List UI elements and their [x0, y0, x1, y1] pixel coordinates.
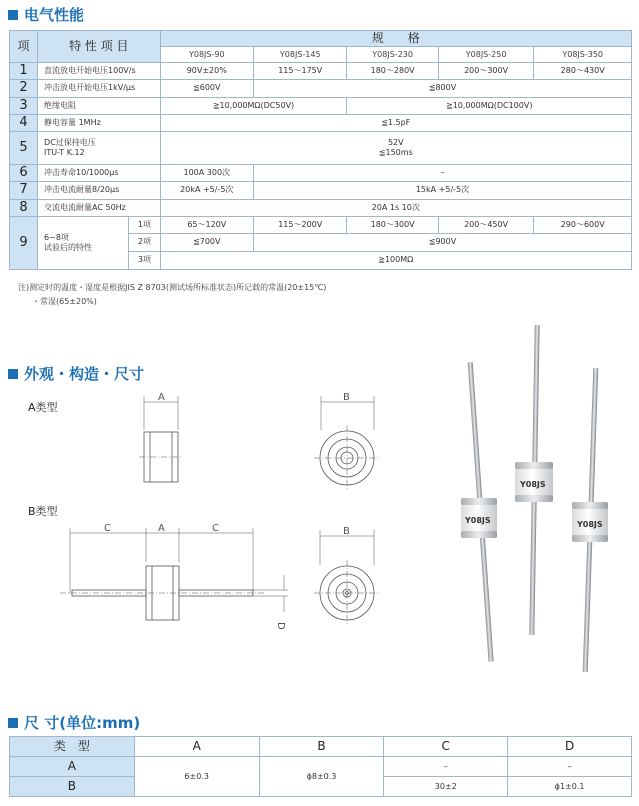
cell-value: 20kA +5/-5次: [160, 182, 253, 199]
table-row: [10, 97, 632, 114]
cell-value: 280～430V: [534, 63, 632, 80]
model-header: Y08JS-350: [534, 47, 632, 63]
cell-value: 20A 1s 10次: [160, 199, 631, 216]
table-row: [10, 216, 632, 233]
section-marker-icon: [8, 10, 18, 20]
col-spec-header: 规 格: [160, 31, 631, 47]
dim-header: B: [259, 737, 384, 757]
cell-value: ≦800V: [254, 80, 632, 97]
row-item: 直流放电开始电压100V/s: [38, 63, 161, 80]
row-item-line: 6~8项: [44, 232, 69, 242]
cell-value: 115～175V: [254, 63, 347, 80]
row-item-line: ITU-T K.12: [44, 148, 85, 157]
row-number: 9: [10, 216, 38, 269]
row-number: 1: [10, 63, 38, 80]
product-marking: Y08JS: [577, 520, 603, 529]
row-number: 2: [10, 80, 38, 97]
dim-row-label: A: [10, 757, 135, 777]
section-title-dimensions: [8, 712, 140, 733]
dimension-table: [9, 736, 632, 797]
cell-value: ϕ1±0.1: [508, 777, 632, 797]
cell-value: 6±0.3: [134, 757, 259, 797]
row-number: 5: [10, 132, 38, 165]
cell-value: 180～300V: [347, 216, 438, 233]
cell-value: –: [384, 757, 508, 777]
type-b-label: B类型: [28, 505, 58, 518]
table-row: [10, 199, 632, 216]
dim-label-a: A: [158, 392, 165, 403]
cell-value: ≧10,000MΩ(DC50V): [160, 97, 347, 114]
cell-value: 15kA +5/-5次: [254, 182, 632, 199]
cell-value: 180～280V: [347, 63, 438, 80]
section-title-electrical: [8, 4, 84, 25]
note-line-2: ・常湿(65±20%): [32, 297, 97, 306]
component-middle: [515, 325, 553, 635]
row-item: 交流电流耐量AC 50Hz: [38, 199, 161, 216]
dim-label-b: B: [343, 392, 350, 403]
cell-value: ϕ8±0.3: [259, 757, 384, 797]
section-marker-icon: [8, 369, 18, 379]
table-row: [10, 757, 632, 777]
cell-value: 200～300V: [438, 63, 534, 80]
component-right: [572, 368, 608, 672]
cell-value: 90V±20%: [160, 63, 253, 80]
table-row: [10, 80, 632, 97]
model-header: Y08JS-90: [160, 47, 253, 63]
cell-value: –: [508, 757, 632, 777]
cell-value: ≦600V: [160, 80, 253, 97]
section-marker-icon: [8, 718, 18, 728]
table-row: [10, 165, 632, 182]
model-header: Y08JS-230: [347, 47, 438, 63]
cell-value: 100A 300次: [160, 165, 253, 182]
type-a-front-view: [314, 396, 380, 491]
table-row: [10, 182, 632, 199]
technical-drawings: [0, 380, 420, 680]
dim-label-c: C: [212, 523, 219, 534]
type-a-label: A类型: [28, 401, 58, 414]
row-item: [38, 216, 129, 269]
cell-line: ≦150ms: [378, 148, 413, 157]
sub-item-label: 1项: [129, 216, 160, 233]
cell-value: 115～200V: [254, 216, 347, 233]
model-header: Y08JS-250: [438, 47, 534, 63]
sub-item-label: 3项: [129, 251, 160, 269]
row-number: 4: [10, 114, 38, 131]
col-item-header: 特 性 项 目: [38, 31, 161, 63]
model-header: Y08JS-145: [254, 47, 347, 63]
dim-header: A: [134, 737, 259, 757]
cell-line: 52V: [387, 138, 404, 147]
cell-value: ≦700V: [160, 233, 253, 251]
row-item-line: 试验后的特性: [44, 242, 93, 252]
row-item-line: DC过保持电压: [44, 138, 96, 147]
row-item: 冲击电流耐量8/20μs: [38, 182, 161, 199]
row-number: 7: [10, 182, 38, 199]
type-b-front-view: [314, 530, 380, 626]
table-row: [10, 114, 632, 131]
dim-label-a: A: [158, 523, 165, 534]
cell-value: 290～600V: [534, 216, 632, 233]
note-line-1: 注)测定时的温度・湿度是根据JIS Z 8703(测试场所标准状态)所记载的常温(20±15℃): [18, 283, 327, 292]
cell-value: ≦900V: [254, 233, 632, 251]
section-title-text: 尺 寸(单位:mm): [24, 714, 141, 732]
cell-value: 30±2: [384, 777, 508, 797]
dim-header: C: [384, 737, 508, 757]
cell-value: ≧100MΩ: [160, 251, 631, 269]
table-row: [10, 132, 632, 165]
section-title-text: 电气性能: [24, 6, 85, 24]
component-left: [461, 362, 497, 662]
dim-label-d: D: [275, 622, 286, 630]
product-marking: Y08JS: [465, 516, 491, 525]
row-number: 3: [10, 97, 38, 114]
col-no-header: 项: [10, 31, 38, 63]
row-item: 静电容量 1MHz: [38, 114, 161, 131]
row-number: 6: [10, 165, 38, 182]
cell-value: [160, 132, 631, 165]
row-item: [38, 132, 161, 165]
row-item: 冲击寿命10/1000μs: [38, 165, 161, 182]
cell-value: 65～120V: [160, 216, 253, 233]
sub-item-label: 2项: [129, 233, 160, 251]
dim-header: D: [508, 737, 632, 757]
spec-table: [9, 30, 632, 270]
type-a-side-view: [139, 396, 183, 482]
row-item: 绝缘电阻: [38, 97, 161, 114]
dim-label-b: B: [343, 526, 350, 537]
cell-value: ≦1.5pF: [160, 114, 631, 131]
section-title-text: 外观・构造・尺寸: [24, 365, 145, 383]
row-number: 8: [10, 199, 38, 216]
dim-header: 类 型: [10, 737, 135, 757]
product-marking: Y08JS: [520, 480, 546, 489]
cell-value: ≧10,000MΩ(DC100V): [347, 97, 632, 114]
cell-value: –: [254, 165, 632, 182]
cell-value: 200～450V: [438, 216, 534, 233]
dim-label-c: C: [104, 523, 111, 534]
dim-row-label: B: [10, 777, 135, 797]
product-photo: [419, 320, 639, 680]
table-row: [10, 63, 632, 80]
type-b-side-view: [60, 528, 288, 620]
row-item: 冲击放电开始电压1kV/μs: [38, 80, 161, 97]
